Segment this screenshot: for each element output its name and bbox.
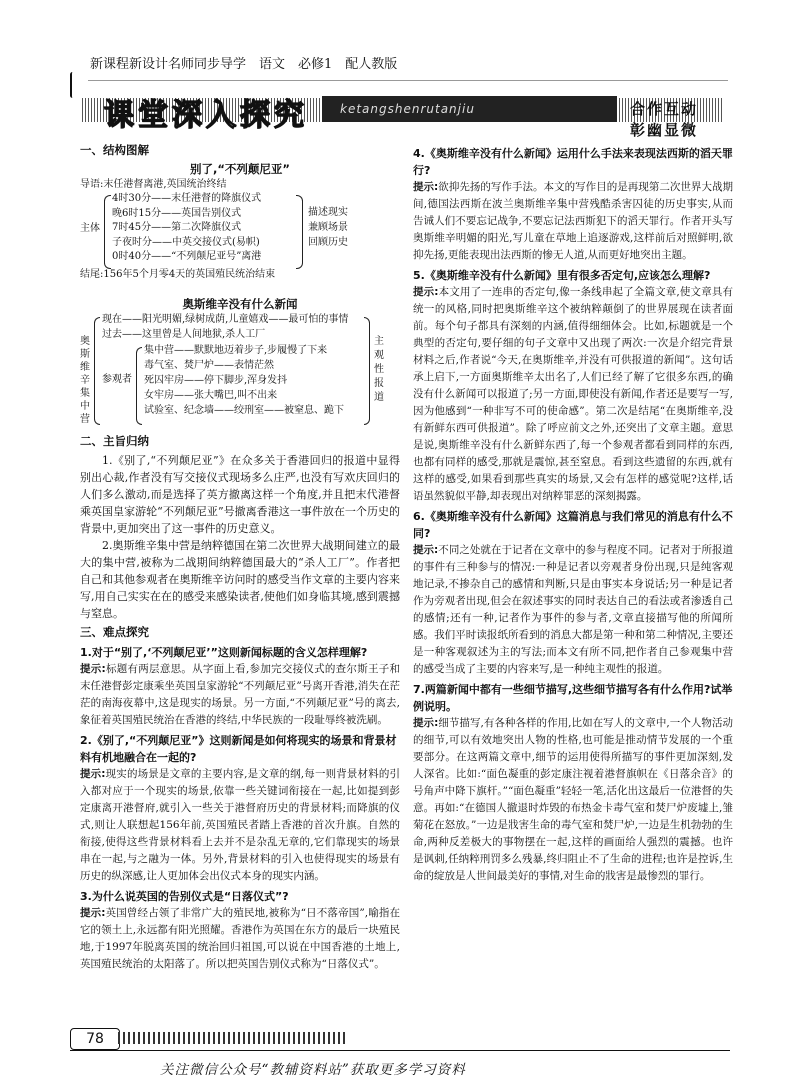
diagram1-title: 别了,“不列颠尼亚”	[190, 162, 290, 176]
diagram2-visitor-row: 毒气室、焚尸炉——表情茫然	[144, 360, 274, 371]
diagram1-side: 兼顾场景	[308, 222, 348, 233]
banner-pinyin: ketangshenrutanjiu	[340, 102, 475, 116]
answer-4	[413, 179, 733, 264]
section-banner	[82, 90, 722, 139]
right-column	[413, 142, 733, 885]
section-heading-difficulties: 三、难点探究	[80, 625, 149, 639]
diagram1-lead: 导语:末任港督离港,英国统治终结	[80, 179, 227, 190]
answer-text: 本文用了一连串的否定句,像一条线串起了全篇文章,使文章具有统一的风格,同时把奥斯维辛这个被纳粹颠倒了的世界展现在读者面前。每个句子都具有深刻的内涵,值得细细体会。比如,标题就是一个典型的否定句,要仔细的句子文章中又出现了两次:一次是介绍完背景材料之后,作者说“今天,在奥斯维辛,并没有可供报道的新闻”。这句话承上启下,一方面奥斯维辛太出名了,人们已经了解了它很多东西,的确没有什么新闻可以报道了;另一方面,即使没有新闻,作者还是要写一写,因为他感到“一种非写不可的使命感”。第二次是结尾“在奥斯维辛,没有新鲜东西可供报道”。除了呼应前文之外,还突出了文章主题。意思是说,奥斯维辛没有什么新鲜东西了,每一个参观者都看到同样的东西,也都有同样的感受,那就是震惊,甚至窒息。看到这些遗留的东西,就有这样的感受,如果看到那些真实的场景,又会有怎样的感觉呢?这样,话语虽然貌似平静,却表现出对纳粹罪恶的深刻揭露。	[413, 286, 733, 502]
diagram2-visitor-row: 集中营——默默地迈着步子,步履慢了下来	[144, 345, 328, 356]
diagram2-right-brace	[364, 317, 370, 425]
diagram1-end: 结尾:156年5个月零4天的英国殖民统治结束	[80, 269, 276, 280]
footer-rule	[70, 1050, 730, 1051]
theme-paragraph: 1.《别了,“不列颠尼亚”》在众多关于香港回归的报道中显得别出心裁,作者没有写交接仪式现场多么庄严,也没有写欢庆回归的人们多么激动,而是选择了英方撤离这样一个角度,并且把末代港督乘英国皇家游轮“不列颠尼亚”号撤离香港这一事件放在一个历史的背景中,更加突出了这一事件的历史意义。	[80, 454, 400, 535]
answer-2	[80, 766, 400, 885]
prompt-label: 提示:	[413, 544, 439, 556]
prompt-label: 提示:	[413, 181, 439, 193]
diagram1-row: 4时30分——末任港督的降旗仪式	[112, 193, 262, 204]
answer-7	[413, 715, 733, 885]
answer-text: 现实的场景是文章的主要内容,是文章的纲,每一则背景材料的引入都对应于一个现实的场景,依靠一些关键词衔接在一起,比如提到彭定康离开港督府,就引入一些关于港督府历史的背景材料;而降旗的仪式,则让人联想起156年前,英国殖民者踏上香港的首次升旗。自然的衔接,使得这些背景材料看上去并不是杂乱无章的,它们靠现实的场景串在一起,与之融为一体。另外,背景材料的引入也使得现实的场景有历史的纵深感,让人更加体会出仪式本身的现实内涵。	[80, 768, 400, 882]
banner-tagline: 合作互动 彰幽显微	[630, 100, 716, 139]
left-column	[80, 140, 400, 973]
diagram1-side: 描述现实	[308, 207, 348, 218]
diagram1-row: 子夜时分——中英交接仪式(易帜)	[112, 236, 260, 248]
question-5: 5.《奥斯维辛没有什么新闻》里有很多否定句,应该怎么理解?	[413, 269, 711, 282]
answer-text: 不同之处就在于记者在文章中的参与程度不同。记者对于所报道的事件有三种参与的情况:一种是记者以旁观者身份出现,只是纯客观地记录,不掺杂自己的感情和判断,只是由事实本身说话;另一种是记者作为旁观者出现,但会在叙述事实的同时表达自己的看法或者渗透自己的感情;还有一种,记者作为事件的参与者,文章直接描写他的所闻所感。我们平时读报纸所看到的消息大都是第一种和第二种情况,主要还是一种客观叙述为主的写法;而本文有所不同,把作者自己参观集中营的感受当成了主要的内容来写,是一种纯主观性的报道。	[413, 544, 734, 675]
diagram1-main-label: 主体	[80, 223, 100, 234]
prompt-label: 提示:	[413, 717, 439, 729]
prompt-label: 提示:	[80, 663, 106, 675]
diagram1	[80, 178, 400, 296]
question-1: 1.对于“别了,‘不列颠尼亚’”这则新闻标题的含义怎样理解?	[80, 646, 368, 659]
diagram2-now: 现在——阳光明媚,绿树成荫,儿童嬉戏——最可怕的事情	[102, 314, 349, 325]
diagram2-visitor-row: 死囚牢房——停下脚步,浑身发抖	[144, 375, 288, 386]
answer-text: 英国曾经占领了非常广大的殖民地,被称为“日不落帝国”,喻指在它的领土上,永远都有阳光照耀。香港作为英国在东方的最后一块殖民地,于1997年脱离英国的统治回归祖国,可以说在中国香港的土地上,英国殖民统治的太阳落了。所以把英国告别仪式称为“日落仪式”。	[80, 907, 400, 970]
header-ornament	[70, 72, 75, 98]
section-heading-structure: 一、结构图解	[80, 143, 149, 157]
diagram2-right-label: 主观性报道	[374, 336, 384, 403]
question-2: 2.《别了,“不列颠尼亚”》这则新闻是如何将现实的场景和背景材料有机地融合在一起的?	[80, 734, 397, 764]
diagram1-row: 7时45分——第二次降旗仪式	[112, 222, 242, 233]
diagram1-right-brace	[296, 195, 303, 269]
diagram1-row: 0时40分——“不列颠尼亚号”离港	[112, 251, 262, 262]
answer-6	[413, 542, 733, 678]
question-4: 4.《奥斯维辛没有什么新闻》运用什么手法来表现法西斯的滔天罪行?	[413, 147, 733, 177]
answer-5	[413, 284, 733, 505]
theme-paragraph: 2.奥斯维辛集中营是纳粹德国在第二次世界大战期间建立的最大的集中营,被称为二战期间纳粹德国最大的“杀人工厂”。作者把自己和其他参观者在奥斯维辛访问时的感受当作文章的主要内容来写,用自己实实在在的感受来感染读者,使他们如身临其境,感到震撼与窒息。	[80, 539, 400, 620]
answer-1	[80, 661, 400, 729]
banner-title: 课堂深入探究	[104, 98, 308, 133]
answer-text: 细节描写,有各种各样的作用,比如在写人的文章中,一个人物活动的细节,可以有效地突出人物的性格,也可能是推动情节发展的一个重要部分。在这两篇文章中,细节的运用使得所描写的事件更加深刻,发人深省。比如:“面色凝重的彭定康注视着港督旗帜在《日落余音》的号角声中降下旗杆。”“面色凝重”轻轻一笔,活化出这最后一位港督的失意。再如:“在德国人撤退时炸毁的布热金卡毒气室和焚尸炉废墟上,雏菊花在怒放。”一边是戕害生命的毒气室和焚尸炉,一边是生机勃勃的生命,两种反差极大的事物摆在一起,这样的画面给人强烈的震撼。也许是讽刺,任纳粹刑罚多么残暴,终归阻止不了生命的进程;也许是控诉,生命的绽放是人世间最美好的事情,对生命的戕害是最惨烈的罪行。	[413, 717, 733, 882]
running-header: 新课程新设计名师同步导学 语文 必修1 配人教版	[90, 57, 398, 72]
question-3: 3.为什么说英国的告别仪式是“日落仪式”?	[80, 890, 289, 903]
prompt-label: 提示:	[80, 907, 106, 919]
answer-text: 标题有两层意思。从字面上看,参加完交接仪式的查尔斯王子和末任港督彭定康乘坐英国皇家游轮“不列颠尼亚”号离开香港,消失在茫茫的南海夜幕中,这是现实的场景。另一方面,“不列颠尼亚”号的离去,象征着英国殖民统治在香港的终结,中华民族的一段耻辱终被洗刷。	[80, 663, 400, 726]
page-number: 78	[70, 1028, 120, 1050]
header-rule	[88, 80, 728, 81]
diagram1-brace	[104, 195, 111, 269]
footer-note: 关注微信公众号“教辅资料站”获取更多学习资料	[160, 1062, 466, 1078]
diagram2-visitor-brace	[136, 347, 142, 425]
section-heading-theme: 二、主旨归纳	[80, 434, 149, 448]
question-7: 7.两篇新闻中都有一些细节描写,这些细节描写各有什么作用?试举例说明。	[413, 683, 733, 713]
answer-3	[80, 905, 400, 973]
diagram2-vertical-label: 奥斯维辛集中营	[80, 336, 90, 425]
diagram1-side: 回顾历史	[308, 237, 348, 248]
diagram2-brace	[94, 317, 100, 425]
diagram2-visitor: 参观者	[102, 374, 132, 385]
prompt-label: 提示:	[413, 286, 439, 298]
prompt-label: 提示:	[80, 768, 106, 780]
diagram2-past: 过去——这里曾是人间地狱,杀人工厂	[102, 329, 266, 340]
diagram1-row: 晚6时15分——英国告别仪式	[112, 207, 242, 219]
diagram2	[80, 313, 400, 431]
answer-text: 欲抑先扬的写作手法。本文的写作目的是再现第二次世界大战期间,德国法西斯在波兰奥斯维辛集中营残酷杀害囚徒的历史事实,从而告诫人们不要忘记战争,不要忘记法西斯犯下的滔天罪行。作者开头写奥斯维辛明媚的阳光,写儿童在草地上追逐游戏,这样前后对照鲜明,欲抑先扬,更能表现出法西斯的惨无人道,从而更好地突出主题。	[413, 181, 734, 261]
question-6: 6.《奥斯维辛没有什么新闻》这篇消息与我们常见的消息有什么不同?	[413, 510, 733, 540]
diagram2-visitor-row: 女牢房——张大嘴巴,叫不出来	[144, 390, 278, 401]
diagram2-visitor-row: 试验室、纪念墙——绞刑室——被窒息、跪下	[144, 405, 344, 416]
page-number-hatch	[118, 1032, 348, 1044]
diagram2-title: 奥斯维辛没有什么新闻	[182, 297, 298, 311]
